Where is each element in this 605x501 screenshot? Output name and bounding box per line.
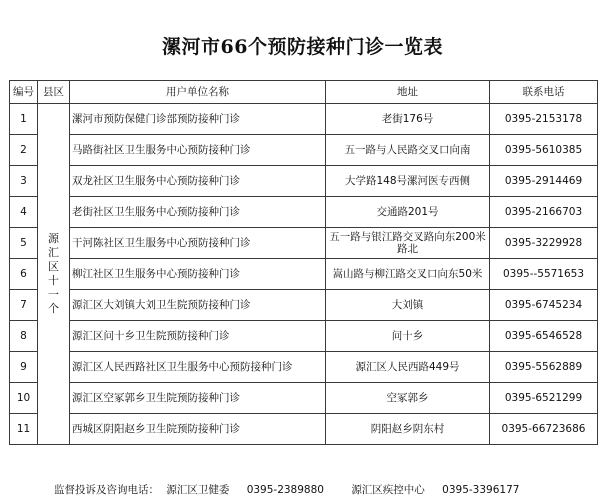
- row-num: 8: [10, 321, 38, 352]
- row-num: 11: [10, 414, 38, 445]
- row-num: 6: [10, 259, 38, 290]
- row-phone: 0395-5562889: [490, 352, 598, 383]
- table-row: [10, 166, 598, 197]
- row-num: 9: [10, 352, 38, 383]
- row-phone: 0395-2166703: [490, 197, 598, 228]
- table-row: [10, 414, 598, 445]
- county-label: 源汇区十一个: [48, 232, 59, 315]
- row-name: 西城区阴阳赵乡卫生院预防接种门诊: [70, 414, 326, 445]
- row-address: 五一路与银江路交叉路向东200米路北: [326, 228, 490, 259]
- header-address: 地址: [326, 81, 490, 104]
- table-row: [10, 135, 598, 166]
- row-num: 2: [10, 135, 38, 166]
- row-address: 五一路与人民路交叉口向南: [326, 135, 490, 166]
- row-name: 源汇区人民西路社区卫生服务中心预防接种门诊: [70, 352, 326, 383]
- row-name: 源汇区问十乡卫生院预防接种门诊: [70, 321, 326, 352]
- row-phone: 0395-3229928: [490, 228, 598, 259]
- row-num: 5: [10, 228, 38, 259]
- row-name: 双龙社区卫生服务中心预防接种门诊: [70, 166, 326, 197]
- row-phone: 0395-6521299: [490, 383, 598, 414]
- row-num: 10: [10, 383, 38, 414]
- header-phone: 联系电话: [490, 81, 598, 104]
- row-phone: 0395-2914469: [490, 166, 598, 197]
- row-address: 源汇区人民西路449号: [326, 352, 490, 383]
- contact-footer: [54, 482, 533, 497]
- row-phone: 0395-66723686: [490, 414, 598, 445]
- row-num: 1: [10, 104, 38, 135]
- row-address: 嵩山路与柳江路交叉口向东50米: [326, 259, 490, 290]
- row-phone: 0395-6546528: [490, 321, 598, 352]
- footer-phone-health: 0395-2389880: [246, 484, 324, 496]
- table-row: [10, 197, 598, 228]
- clinic-table: [9, 80, 598, 445]
- footer-org-health: 源汇区卫健委: [166, 484, 230, 496]
- table-row: [10, 259, 598, 290]
- row-name: 马路街社区卫生服务中心预防接种门诊: [70, 135, 326, 166]
- row-address: 阴阳赵乡阴东村: [326, 414, 490, 445]
- row-num: 4: [10, 197, 38, 228]
- table-row: [10, 352, 598, 383]
- row-name: 源汇区空冢郭乡卫生院预防接种门诊: [70, 383, 326, 414]
- header-name: 用户单位名称: [70, 81, 326, 104]
- row-address: 问十乡: [326, 321, 490, 352]
- county-cell: [38, 104, 70, 445]
- row-num: 7: [10, 290, 38, 321]
- row-phone: 0395-5610385: [490, 135, 598, 166]
- row-phone: 0395-6745234: [490, 290, 598, 321]
- table-row: [10, 104, 598, 135]
- header-county: 县区: [38, 81, 70, 104]
- table-row: [10, 383, 598, 414]
- row-address: 空冢郭乡: [326, 383, 490, 414]
- row-name: 柳江社区卫生服务中心预防接种门诊: [70, 259, 326, 290]
- footer-phone-cdc: 0395-3396177: [442, 484, 520, 496]
- footer-org-cdc: 源汇区疾控中心: [351, 484, 425, 496]
- page-title: 漯河市66个预防接种门诊一览表: [162, 36, 443, 58]
- header-num: 编号: [10, 81, 38, 104]
- table-row: [10, 290, 598, 321]
- footer-label: 监督投诉及咨询电话：: [54, 484, 159, 496]
- row-phone: 0395--5571653: [490, 259, 598, 290]
- row-address: 交通路201号: [326, 197, 490, 228]
- row-address: 大刘镇: [326, 290, 490, 321]
- row-address: 大学路148号漯河医专西侧: [326, 166, 490, 197]
- table-header-row: [10, 81, 598, 104]
- table-row: [10, 321, 598, 352]
- row-name: 漯河市预防保健门诊部预防接种门诊: [70, 104, 326, 135]
- row-num: 3: [10, 166, 38, 197]
- row-address: 老街176号: [326, 104, 490, 135]
- row-name: 老街社区卫生服务中心预防接种门诊: [70, 197, 326, 228]
- row-name: 干河陈社区卫生服务中心预防接种门诊: [70, 228, 326, 259]
- table-row: [10, 228, 598, 259]
- row-phone: 0395-2153178: [490, 104, 598, 135]
- row-name: 源汇区大刘镇大刘卫生院预防接种门诊: [70, 290, 326, 321]
